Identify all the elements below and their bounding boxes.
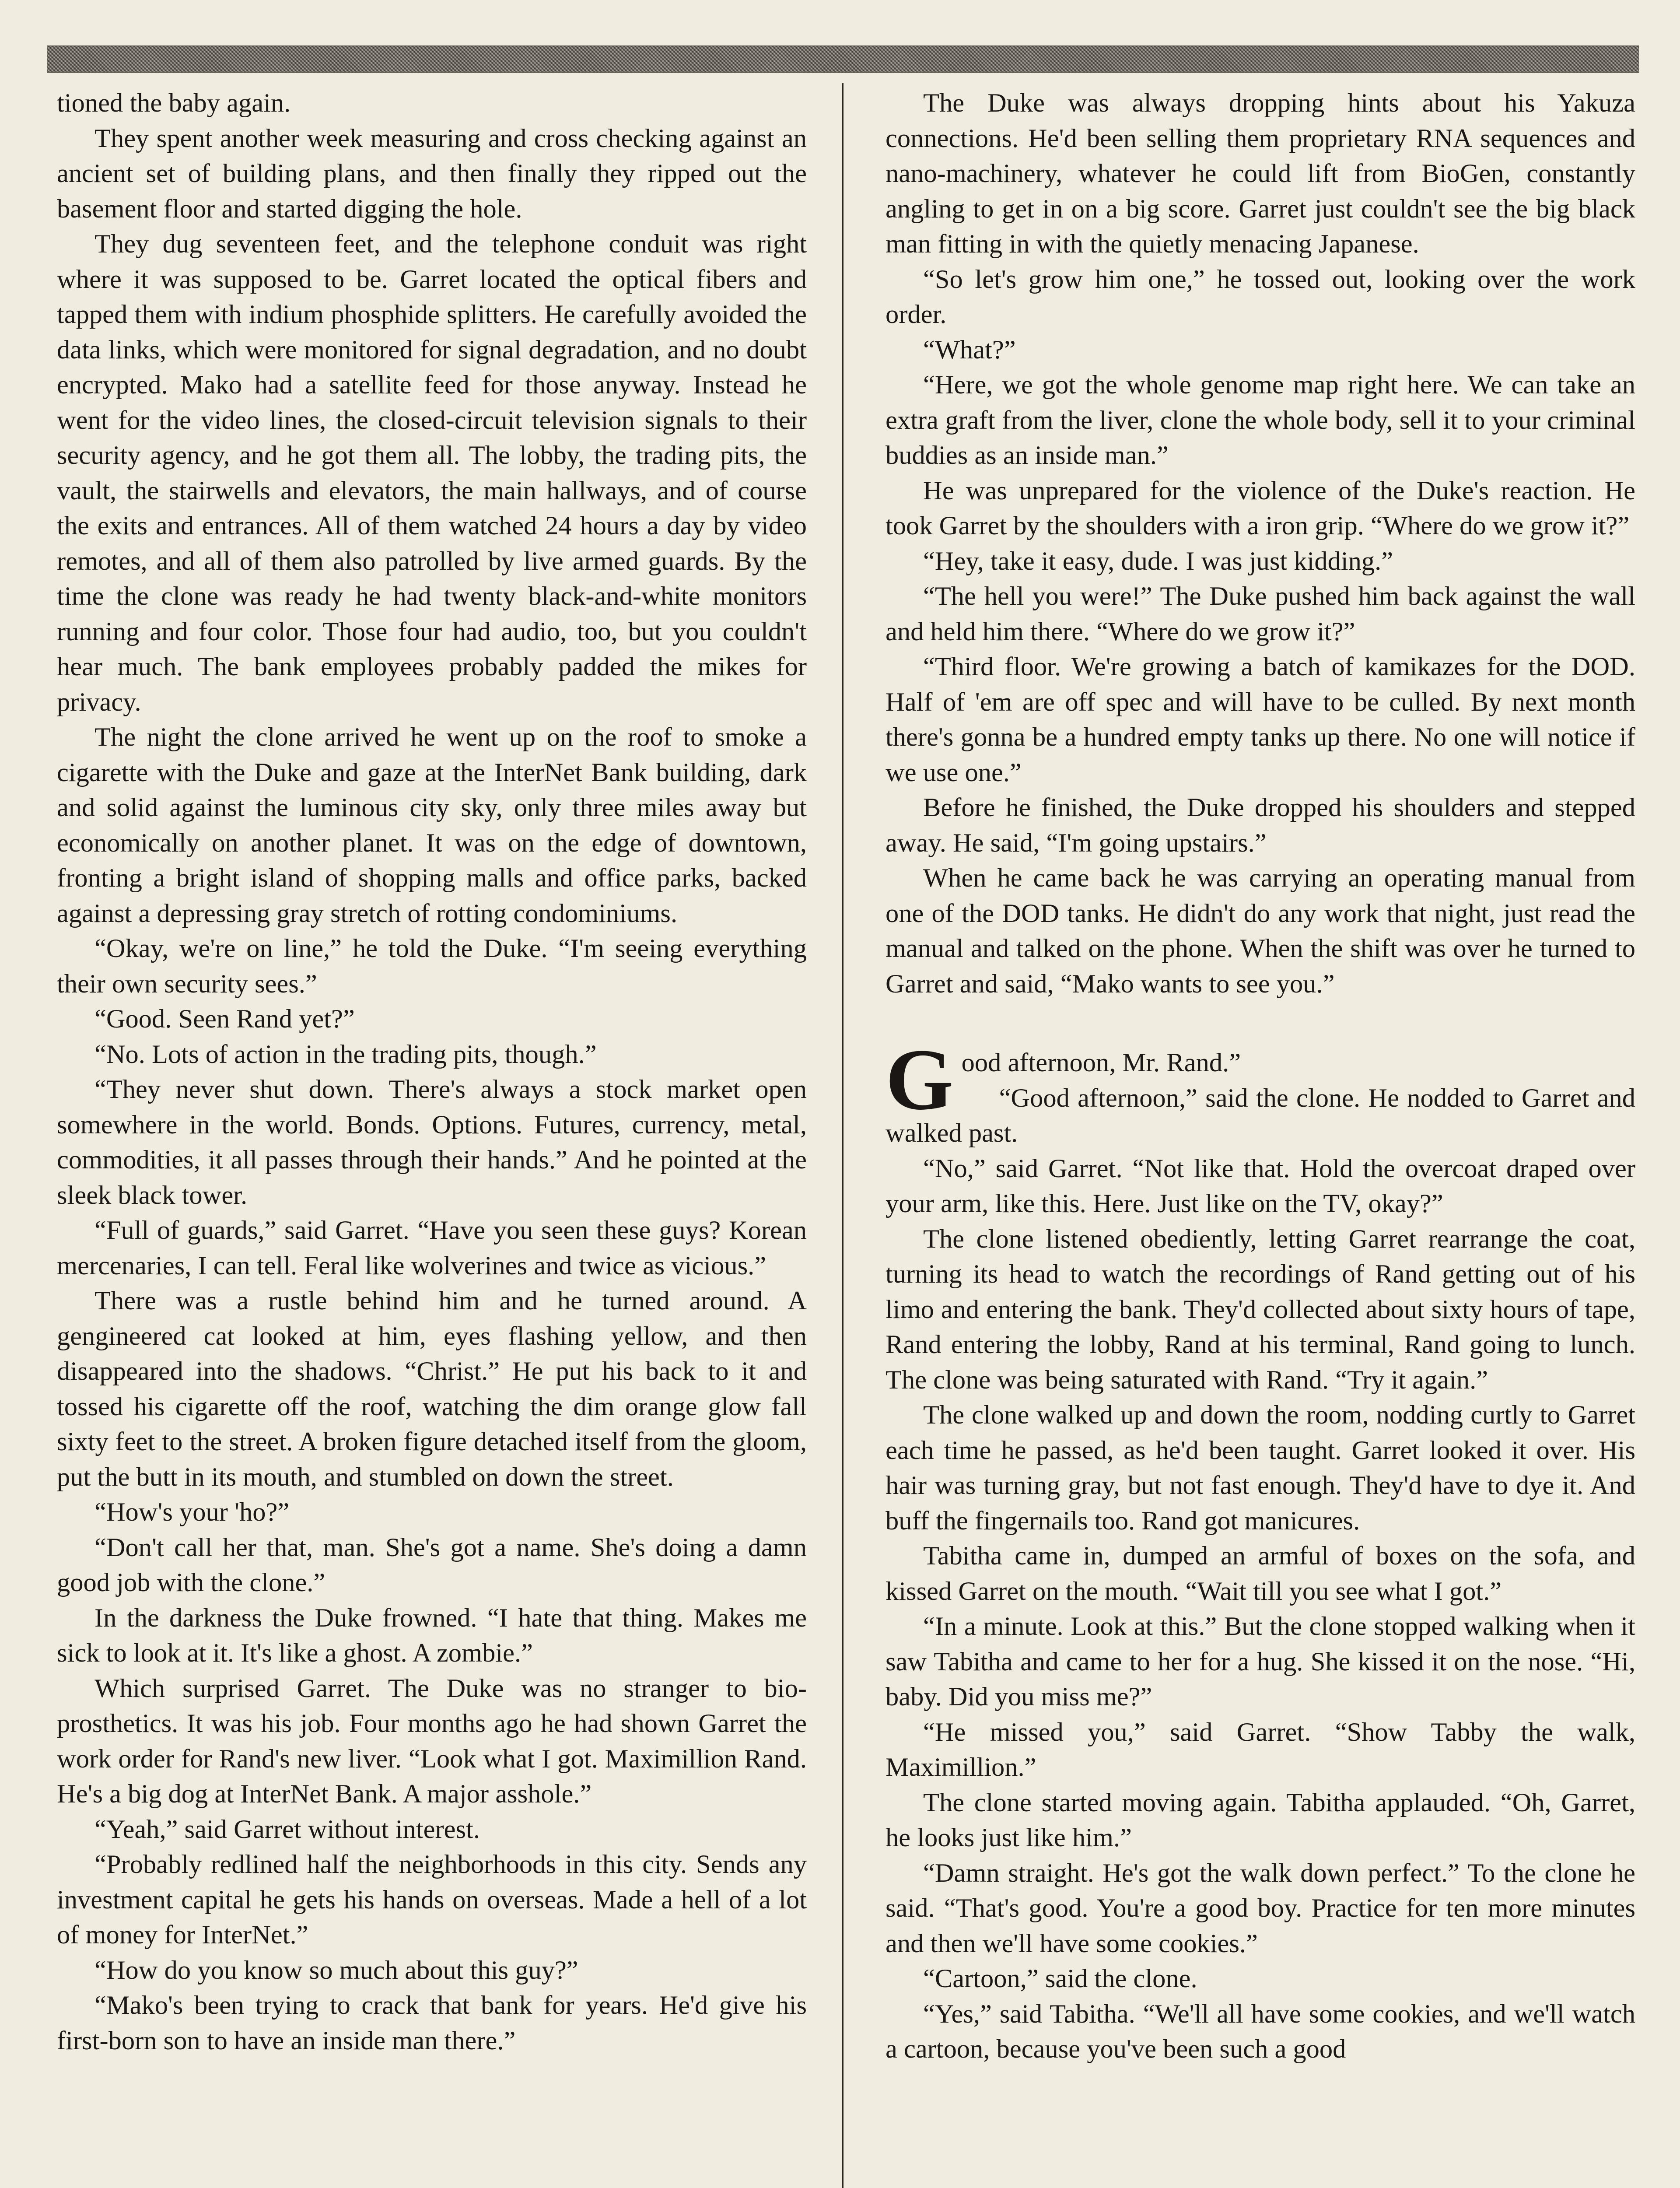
column-divider — [842, 83, 844, 2188]
paragraph: “Third floor. We're growing a batch of kamikazes for the DOD. Half of 'em are off spec and will have to be culled. By next month there's gonna be a hundred empty tanks up there. No one will notice if we use one.” — [886, 652, 1635, 787]
paragraph: “Don't call her that, man. She's got a name. She's doing a damn good job with the clone.” — [57, 1532, 807, 1597]
paragraph: “How's your 'ho?” — [94, 1497, 290, 1527]
paragraph: In the darkness the Duke frowned. “I hate that thing. Makes me sick to look at it. It's like a ghost. A zombie.” — [57, 1603, 807, 1668]
paragraph: When he came back he was carrying an operating manual from one of the DOD tanks. He didn't do any work that night, just read the manual and talked on the phone. When the shift was over he turned to Garret and said, “Mako wants to see you.” — [886, 863, 1635, 999]
paragraph: “Here, we got the whole genome map right here. We can take an extra graft from the liver, clone the whole body, sell it to your criminal buddies as an inside man.” — [886, 370, 1635, 470]
drop-cap: G — [886, 1031, 954, 1128]
paragraph: The clone walked up and down the room, nodding curtly to Garret each time he passed, as he'd been taught. Garret looked it over. His hair was turning gray, but not fast enough. They'd have to dye it. And buff the fingernails too. Rand got manicures. — [886, 1400, 1635, 1536]
decorative-top-band — [47, 46, 1639, 73]
paragraph: “So let's grow him one,” he tossed out, looking over the work order. — [886, 264, 1635, 329]
paragraph: “They never shut down. There's always a stock market open somewhere in the world. Bonds. Options. Futures, currency, metal, commodities, it all passes through their hands.” And he pointed at the sleek black tower. — [57, 1075, 807, 1210]
paragraph: The night the clone arrived he went up on the roof to smoke a cigarette with the Duke and gaze at the InterNet Bank building, dark and solid against the luminous city sky, only three miles away but economically on another planet. It was on the edge of downtown, fronting a bright island of shopping malls and office parks, backed against a depressing gray stretch of rotting condominiums. — [57, 722, 807, 928]
right-column — [886, 86, 1635, 2188]
paragraph: Tabitha came in, dumped an armful of boxes on the sofa, and kissed Garret on the mouth. “Wait till you see what I got.” — [886, 1541, 1635, 1606]
paragraph: The Duke was always dropping hints about his Yakuza connections. He'd been selling them proprietary RNA sequences and nano-machinery, whatever he could lift from BioGen, constantly angling to get in on a big score. Garret just couldn't see the big black man fitting in with the quietly menacing Japanese. — [886, 88, 1635, 259]
section-first-paragraph-rest: “Good afternoon,” said the clone. He nodded to Garret and walked past. — [886, 1083, 1635, 1148]
paragraph: “Good. Seen Rand yet?” — [94, 1004, 355, 1034]
paragraph: “What?” — [923, 335, 1016, 365]
paragraph: tioned the baby again. — [57, 88, 291, 118]
left-column — [57, 86, 807, 2188]
paragraph: “Hey, take it easy, dude. I was just kidding.” — [923, 546, 1393, 576]
paragraph: “How do you know so much about this guy?” — [94, 1955, 578, 1985]
paragraph: Which surprised Garret. The Duke was no stranger to bio-prosthetics. It was his job. Four months ago he had shown Garret the work order for Rand's new liver. “Look what I got. Maximillion Rand. He's a big dog at InterNet Bank. A major asshole.” — [57, 1673, 807, 1809]
section-opening-paragraph — [886, 1031, 1635, 1151]
paragraph: “Probably redlined half the neighborhoods in this city. Sends any investment capital he gets his hands on overseas. Made a hell of a lot of money for InterNet.” — [57, 1850, 807, 1950]
paragraph: The clone listened obediently, letting Garret rearrange the coat, turning its head to watch the recordings of Rand getting out of his limo and entering the bank. They'd collected about sixty hours of tape, Rand entering the lobby, Rand at his terminal, Rand going to lunch. The clone was being saturated with Rand. “Try it again.” — [886, 1224, 1635, 1395]
paragraph: The clone started moving again. Tabitha applauded. “Oh, Garret, he looks just like him.” — [886, 1788, 1635, 1852]
paragraph: They spent another week measuring and cross checking against an ancient set of building plans, and then finally they ripped out the basement floor and started digging the hole. — [57, 123, 807, 224]
paragraph: “The hell you were!” The Duke pushed him back against the wall and held him there. “Where do we grow it?” — [886, 582, 1635, 646]
paragraph: They dug seventeen feet, and the telephone conduit was right where it was supposed to be. Garret located the optical fibers and tapped them with indium phosphide splitters. He carefully avoided the data links, which were monitored for signal degradation, and no doubt encrypted. Mako had a satellite feed for those anyway. Instead he went for the video lines, the closed-circuit television signals to their security agency, and he got them all. The lobby, the trading pits, the vault, the stairwells and elevators, the main hallways, and of course the exits and entrances. All of them watched 24 hours a day by video remotes, and all of them also patrolled by live armed guards. By the time the clone was ready he had twenty black-and-white monitors running and four color. Those four had audio, too, but you couldn't hear much. The bank employees probably padded the mikes for privacy. — [57, 229, 807, 717]
paragraph: “Yes,” said Tabitha. “We'll all have some cookies, and we'll watch a cartoon, because you've been such a good — [886, 1999, 1635, 2064]
paragraph: “He missed you,” said Garret. “Show Tabby the walk, Maximillion.” — [886, 1717, 1635, 1782]
paragraph: Before he finished, the Duke dropped his shoulders and stepped away. He said, “I'm going upstairs.” — [886, 793, 1635, 858]
paragraph: “Mako's been trying to crack that bank for years. He'd give his first-born son to have an inside man there.” — [57, 1991, 807, 2055]
paragraph: “In a minute. Look at this.” But the clone stopped walking when it saw Tabitha and came to her for a hug. She kissed it on the nose. “Hi, baby. Did you miss me?” — [886, 1612, 1635, 1711]
paragraph: “Damn straight. He's got the walk down perfect.” To the clone he said. “That's good. You're a good boy. Practice for ten more minutes and then we'll have some cookies.” — [886, 1858, 1635, 1958]
paragraph: “Full of guards,” said Garret. “Have you seen these guys? Korean mercenaries, I can tell. Feral like wolverines and twice as vicious.” — [57, 1216, 807, 1280]
paragraph: “Cartoon,” said the clone. — [923, 1964, 1197, 1993]
paragraph: “Okay, we're on line,” he told the Duke. “I'm seeing everything their own security sees.” — [57, 934, 807, 999]
section-first-line: ood afternoon, Mr. Rand.” — [961, 1048, 1241, 1077]
paragraph: “No,” said Garret. “Not like that. Hold the overcoat draped over your arm, like this. Here. Just like on the TV, okay?” — [886, 1154, 1635, 1218]
paragraph: He was unprepared for the violence of the Duke's reaction. He took Garret by the shoulders with a iron grip. “Where do we grow it?” — [886, 476, 1635, 540]
paragraph: There was a rustle behind him and he turned around. A gengineered cat looked at him, eyes flashing yellow, and then disappeared into the shadows. “Christ.” He put his back to it and tossed his cigarette off the roof, watching the dim orange glow fall sixty feet to the street. A broken figure detached itself from the gloom, put the butt in its mouth, and stumbled on down the street. — [57, 1286, 807, 1492]
paragraph: “No. Lots of action in the trading pits, though.” — [94, 1039, 597, 1069]
paragraph: “Yeah,” said Garret without interest. — [94, 1814, 480, 1844]
